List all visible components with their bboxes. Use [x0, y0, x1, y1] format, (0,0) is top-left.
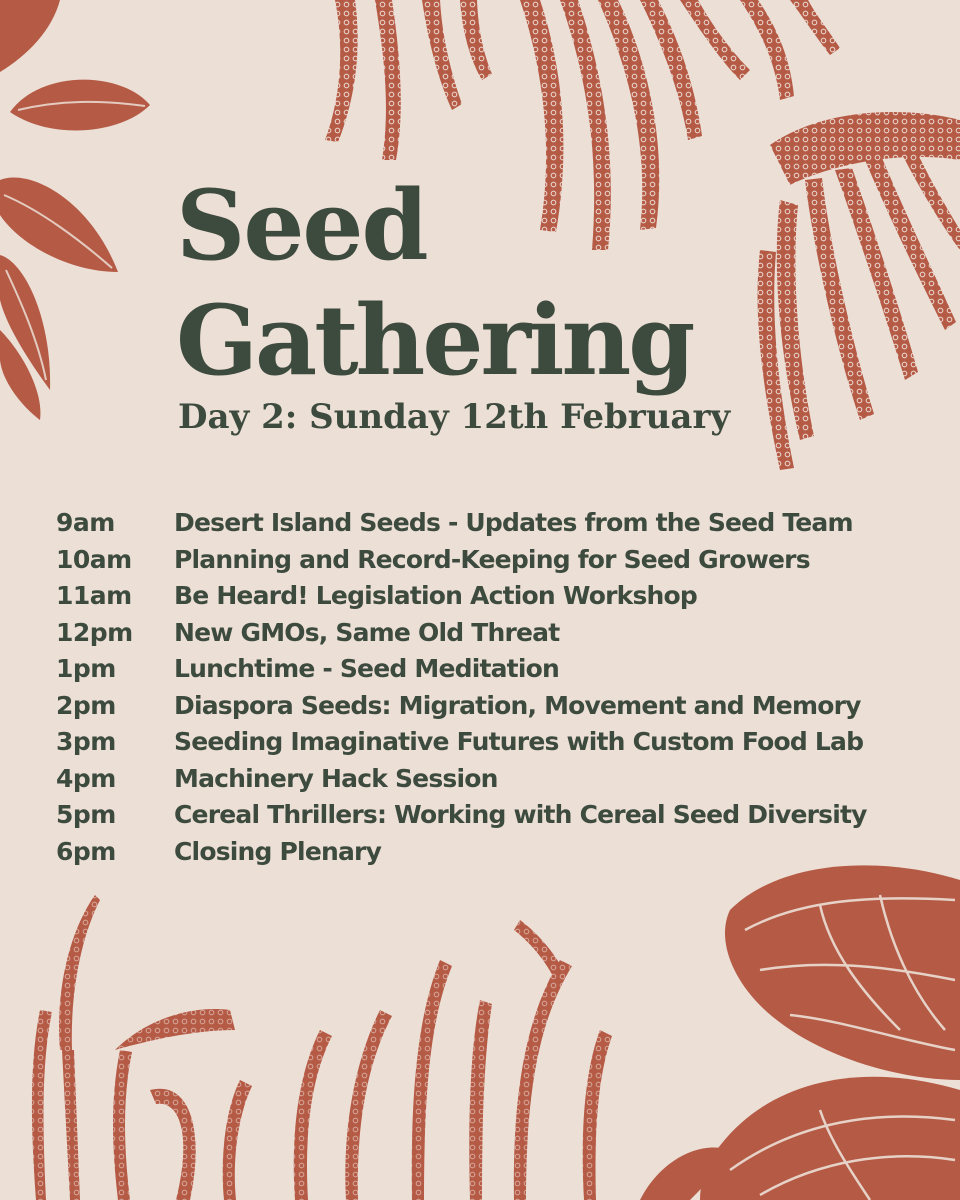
schedule-item — [56, 797, 936, 834]
schedule-time: 3pm — [56, 727, 116, 756]
schedule-title: Lunchtime - Seed Meditation — [174, 654, 559, 683]
schedule-title: Closing Plenary — [174, 836, 382, 866]
schedule-item — [56, 578, 936, 615]
schedule-item — [56, 505, 936, 542]
leaf-icon — [0, 0, 150, 420]
schedule-time: 6pm — [56, 836, 116, 866]
schedule-title: Diaspora Seeds: Migration, Movement and Memory — [174, 690, 861, 720]
schedule-item — [56, 724, 936, 761]
schedule-item — [56, 834, 936, 871]
schedule-title: Cereal Thrillers: Working with Cereal Seed Diversity — [174, 800, 867, 829]
page-title-line-2: Gathering — [176, 284, 693, 397]
schedule-list — [56, 505, 936, 870]
schedule-time: 1pm — [56, 654, 116, 683]
schedule-item — [56, 651, 936, 688]
schedule-item — [56, 542, 936, 579]
schedule-title: Seeding Imaginative Futures with Custom Food Lab — [174, 727, 864, 756]
page-title-line-1: Seed — [176, 169, 427, 282]
schedule-time: 10am — [56, 544, 132, 574]
schedule-item — [56, 688, 936, 725]
schedule-item — [56, 761, 936, 798]
schedule-title: Planning and Record-Keeping for Seed Growers — [174, 544, 810, 574]
schedule-time: 4pm — [56, 763, 116, 793]
schedule-title: Be Heard! Legislation Action Workshop — [174, 581, 697, 610]
schedule-title: Desert Island Seeds - Updates from the Seed Team — [174, 508, 853, 537]
event-date-subtitle: Day 2: Sunday 12th February — [178, 397, 731, 437]
schedule-time: 12pm — [56, 617, 133, 647]
schedule-time: 11am — [56, 581, 132, 610]
schedule-time: 9am — [56, 508, 115, 537]
schedule-item — [56, 615, 936, 652]
schedule-time: 2pm — [56, 690, 116, 720]
schedule-title: New GMOs, Same Old Threat — [174, 617, 560, 647]
schedule-title: Machinery Hack Session — [174, 763, 498, 793]
schedule-time: 5pm — [56, 800, 116, 829]
cabbage-leaf-icon — [640, 865, 960, 1200]
